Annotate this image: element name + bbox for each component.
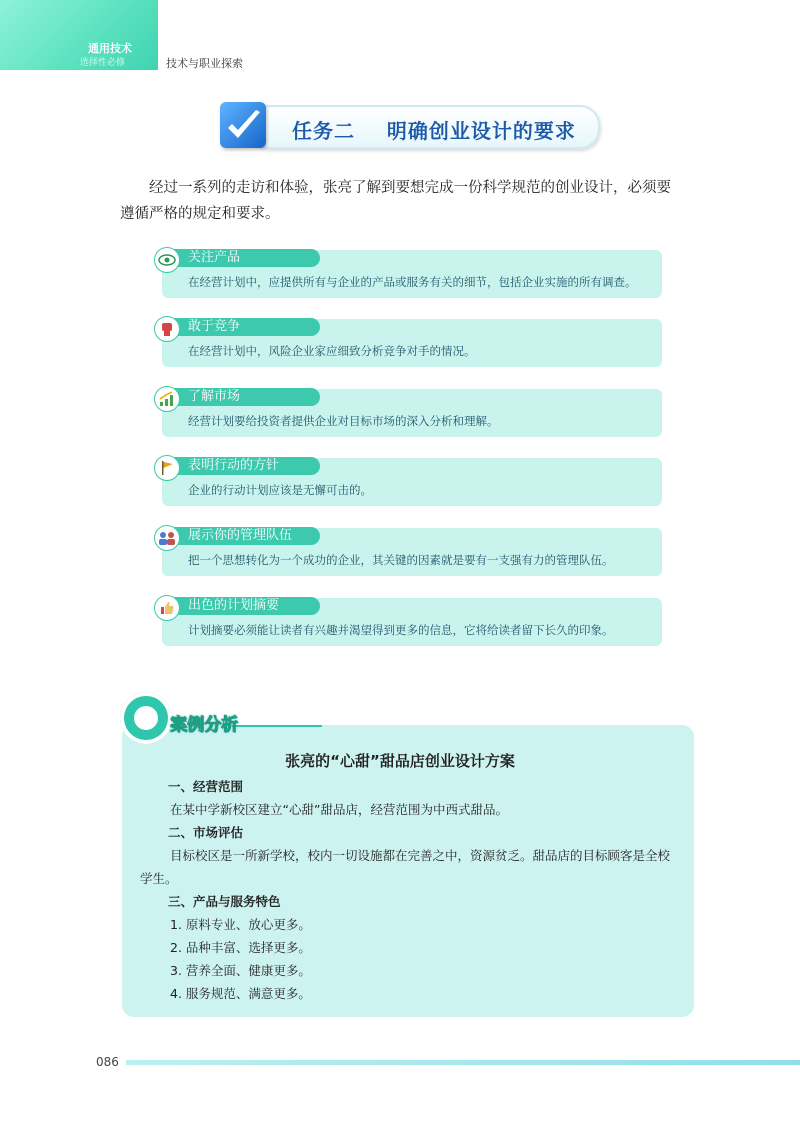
fist-icon [154,316,180,342]
case-section-heading: 一、经营范围 [168,779,244,794]
gear-icon [120,692,172,744]
case-label-underline [232,725,322,727]
case-list-item: 2. 品种丰富、选择更多。 [170,940,311,955]
requirement-card-title: 了解市场 [168,388,320,406]
page-number: 086 [96,1055,119,1069]
case-list-item: 1. 原料专业、放心更多。 [170,917,311,932]
requirement-card-title: 出色的计划摘要 [168,597,320,615]
footer-rule [126,1060,800,1065]
requirement-card-title: 关注产品 [168,249,320,267]
requirement-card-action [162,458,662,506]
case-section-heading: 二、市场评估 [168,825,244,840]
requirement-card-desc: 在经营计划中，风险企业家应细致分析竞争对手的情况。 [188,344,476,358]
requirement-card-team [162,528,662,576]
series-title: 通用技术 [88,42,132,55]
flag-icon [154,455,180,481]
requirement-card-desc: 企业的行动计划应该是无懈可击的。 [188,483,372,497]
requirement-card-title: 敢于竞争 [168,318,320,336]
intro-paragraph: 经过一系列的走访和体验，张亮了解到要想完成一份科学规范的创业设计，必须要遵循严格的规定和要求。 [120,180,671,222]
series-subtitle: 选择性必修 [80,58,126,68]
team-icon [154,525,180,551]
requirement-card-market [162,389,662,437]
book-title: 技术与职业探索 [166,57,243,70]
case-title: 张亮的“心甜”甜品店创业设计方案 [285,752,515,770]
requirement-card-desc: 计划摘要必须能让读者有兴趣并渴望得到更多的信息，它将给读者留下长久的印象。 [188,623,614,637]
requirement-card-title: 展示你的管理队伍 [168,527,320,545]
checkmark-icon [220,102,266,148]
requirement-card-compete [162,319,662,367]
requirement-card-desc: 把一个思想转化为一个成功的企业，其关键的因素就是要有一支强有力的管理队伍。 [188,553,614,567]
case-section-heading: 三、产品与服务特色 [168,894,281,909]
task-banner-pill [250,105,600,149]
eye-icon [154,247,180,273]
case-section-text: 在某中学新校区建立“心甜”甜品店，经营范围为中西式甜品。 [170,802,508,817]
requirement-card-title: 表明行动的方针 [168,457,320,475]
requirement-card-desc: 经营计划要给投资者提供企业对目标市场的深入分析和理解。 [188,414,499,428]
requirement-card-summary [162,598,662,646]
case-list-item: 3. 营养全面、健康更多。 [170,963,311,978]
header-series-block [0,0,158,70]
requirement-card-desc: 在经营计划中，应提供所有与企业的产品或服务有关的细节，包括企业实施的所有调查。 [188,275,637,289]
task-banner [220,100,600,150]
growth-chart-icon [154,386,180,412]
case-body [140,775,680,1005]
thumbs-up-icon [154,595,180,621]
case-section-text: 目标校区是一所新学校，校内一切设施都在完善之中，资源贫乏。甜品店的目标顾客是全校学生。 [140,848,671,886]
task-banner-label: 任务二 明确创业设计的要求 [292,119,576,143]
case-analysis-label: 案例分析 [170,715,238,735]
case-list-item: 4. 服务规范、满意更多。 [170,986,311,1001]
requirement-card-product [162,250,662,298]
